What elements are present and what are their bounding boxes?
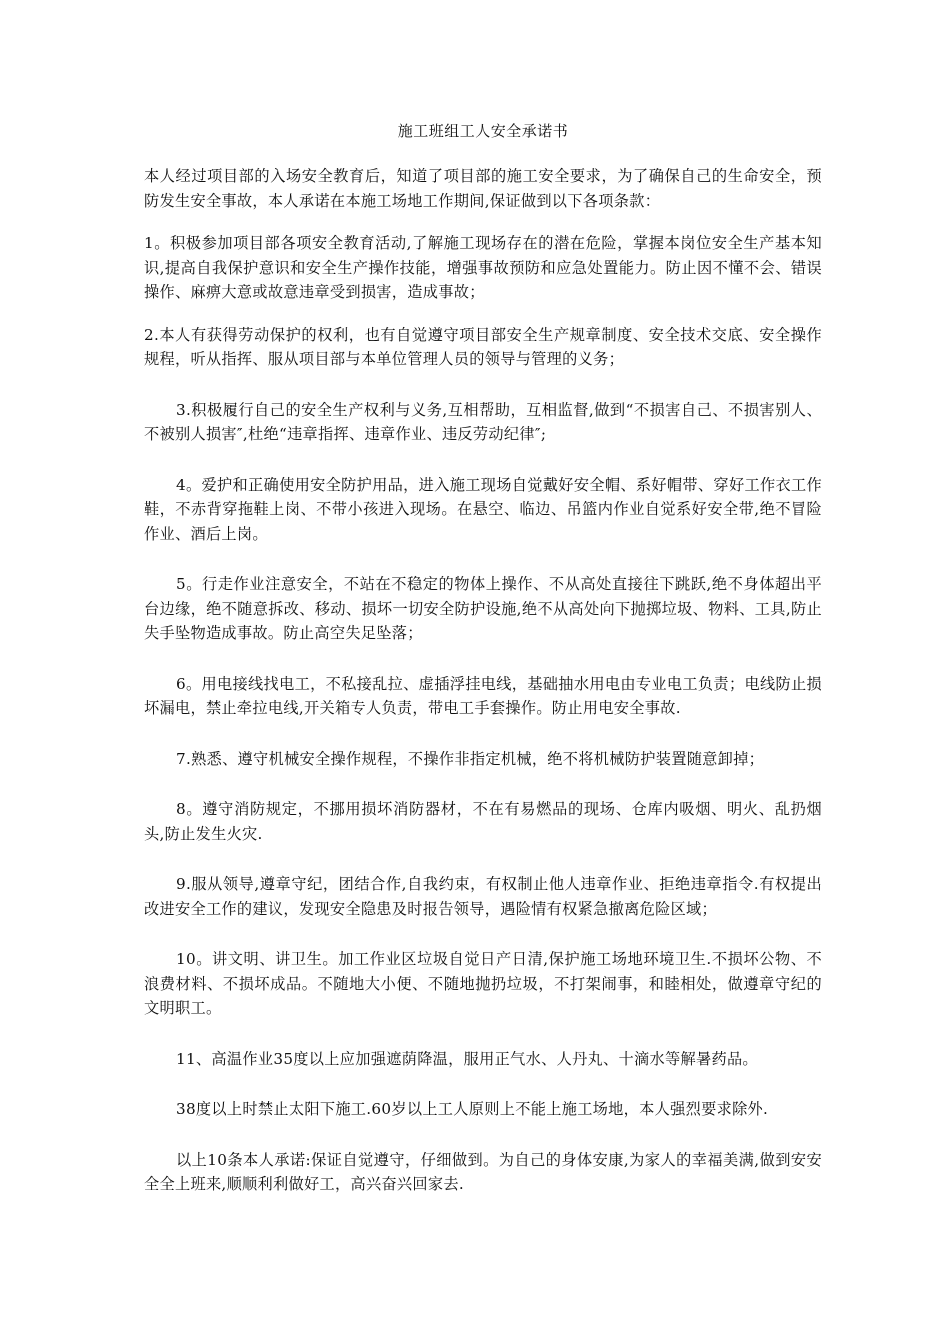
document-title: 施工班组工人安全承诺书: [397, 122, 569, 140]
clause-3: 3.积极履行自己的安全生产权利与义务,互相帮助，互相监督,做到“不损害自己、不损害别人、不被别人损害″,杜绝“违章指挥、违章作业、违反劳动纪律″;: [144, 400, 822, 443]
clause-10: 10。讲文明、讲卫生。加工作业区垃圾自觉日产日清,保护施工场地环境卫生.不损坏公物、不浪费材料、不损坏成品。不随地大小便、不随地抛扔垃圾，不打架闹事，和睦相处，做遵章守纪的文明职工。: [144, 950, 822, 1017]
clause-2: 2.本人有获得劳动保护的权利，也有自觉遵守项目部安全生产规章制度、安全技术交底、安全操作规程，听从指挥、服从项目部与本单位管理人员的领导与管理的义务；: [144, 325, 822, 368]
clause-7: 7.熟悉、遵守机械安全操作规程，不操作非指定机械，绝不将机械防护装置随意卸掉；: [176, 749, 765, 768]
document-page: [144, 120, 822, 1215]
clause-5: 5。行走作业注意安全，不站在不稳定的物体上操作、不从高处直接往下跳跃,绝不身体超出平台边缘，绝不随意拆改、移动、损坏一切安全防护设施,绝不从高处向下抛掷垃圾、物料、工具,防止失手坠物造成事故。防止高空失足坠落；: [144, 575, 822, 642]
clause-11-continued: 38度以上时禁止太阳下施工.60岁以上工人原则上不能上施工场地，本人强烈要求除外.: [176, 1100, 769, 1118]
closing-paragraph: 以上10条本人承诺:保证自觉遵守，仔细做到。为自己的身体安康,为家人的幸福美满,做到安安全全上班来,顺顺利利做好工，高兴奋兴回家去.: [144, 1150, 822, 1193]
clause-8: 8。遵守消防规定，不挪用损坏消防器材，不在有易燃品的现场、仓库内吸烟、明火、乱扔烟头,防止发生火灾.: [144, 800, 822, 843]
clause-11: 11、高温作业35度以上应加强遮荫降温，服用正气水、人丹丸、十滴水等解暑药品。: [176, 1049, 758, 1068]
clause-1: 1。积极参加项目部各项安全教育活动,了解施工现场存在的潜在危险，掌握本岗位安全生产基本知识,提高自我保护意识和安全生产操作技能，增强事故预防和应急处置能力。防止因不懂不会、错误操作、麻痹大意或故意违章受到损害，造成事故；: [144, 234, 822, 301]
intro-paragraph: 本人经过项目部的入场安全教育后，知道了项目部的施工安全要求，为了确保自己的生命安全，预防发生安全事故，本人承诺在本施工场地工作期间,保证做到以下各项条款：: [144, 167, 822, 210]
clause-9: 9.服从领导,遵章守纪，团结合作,自我约束，有权制止他人违章作业、拒绝违章指令.有权提出改进安全工作的建议，发现安全隐患及时报告领导，遇险情有权紧急撤离危险区域；: [144, 875, 822, 918]
clause-6: 6。用电接线找电工，不私接乱拉、虚插浮挂电线，基础抽水用电由专业电工负责；电线防止损坏漏电，禁止牵拉电线,开关箱专人负责，带电工手套操作。防止用电安全事故.: [144, 674, 822, 717]
clause-4: 4。爱护和正确使用安全防护用品，进入施工现场自觉戴好安全帽、系好帽带、穿好工作衣工作鞋，不赤背穿拖鞋上岗、不带小孩进入现场。在悬空、临边、吊篮内作业自觉系好安全带,绝不冒险作业、酒后上岗。: [144, 475, 822, 543]
